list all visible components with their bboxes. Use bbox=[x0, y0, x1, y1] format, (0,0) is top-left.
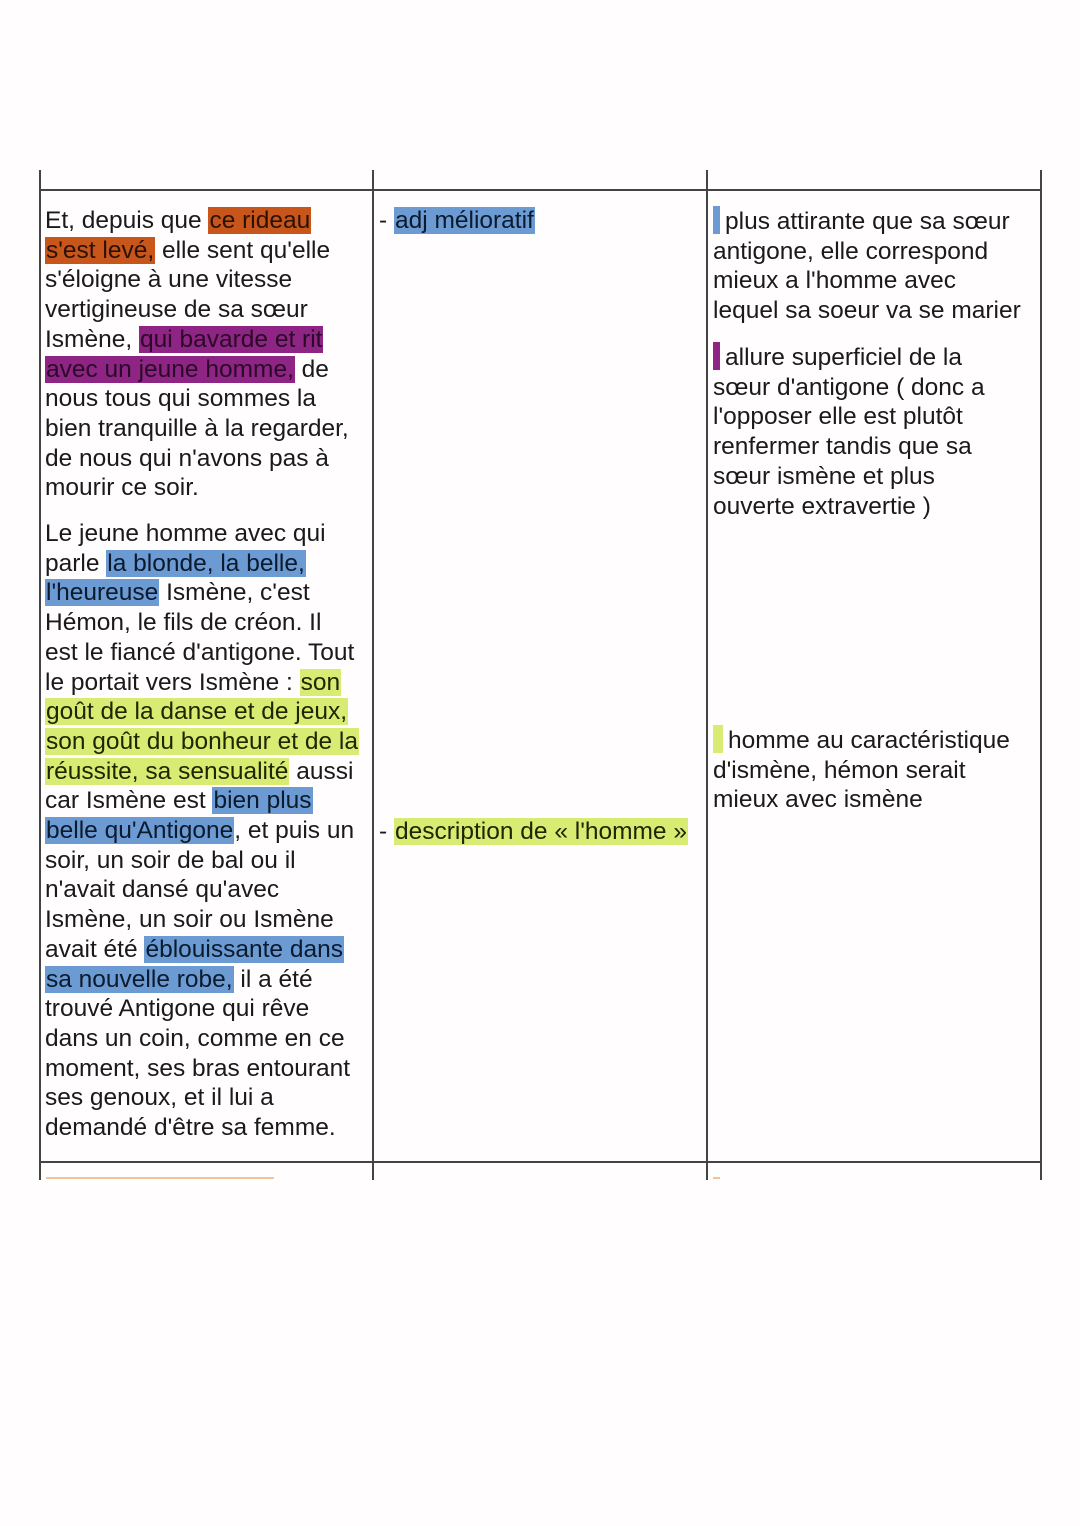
table-border-left bbox=[39, 170, 41, 1180]
interpretation-note-2 bbox=[713, 342, 985, 521]
text: , et puis un bbox=[234, 817, 355, 845]
text: antigone, elle correspond bbox=[713, 237, 989, 265]
lime-marker-icon bbox=[713, 725, 723, 753]
highlight-blue: belle qu'Antigone bbox=[46, 817, 234, 845]
text: est le fiancé d'antigone. Tout bbox=[45, 638, 355, 666]
text: lequel sa soeur va se marier bbox=[713, 297, 1021, 325]
text: Ismène, c'est bbox=[159, 579, 310, 607]
highlight-purple: qui bavarde et rit bbox=[139, 325, 323, 353]
text: l'opposer elle est plutôt bbox=[713, 403, 963, 431]
text: demandé d'être sa femme. bbox=[45, 1114, 336, 1142]
text: de bbox=[294, 355, 329, 383]
dash: - bbox=[379, 207, 394, 234]
text: d'ismène, hémon serait bbox=[713, 756, 966, 784]
text: Et, depuis que bbox=[45, 207, 209, 234]
dash: - bbox=[379, 818, 394, 845]
purple-marker-icon bbox=[713, 342, 720, 370]
text: n'avait dansé qu'avec bbox=[45, 876, 280, 904]
text: moment, ses bras entourant bbox=[45, 1054, 351, 1082]
text: il a été bbox=[233, 965, 313, 993]
table-divider-2 bbox=[706, 170, 708, 1180]
text: soir, un soir de bal ou il bbox=[45, 846, 296, 874]
text: Ismène, bbox=[45, 325, 139, 353]
text: aussi bbox=[289, 757, 354, 785]
highlight-orange: ce rideau bbox=[209, 207, 311, 234]
highlight-lime: goût de la danse et de jeux, bbox=[46, 698, 348, 726]
blue-marker-icon bbox=[713, 206, 720, 234]
text: nous tous qui sommes la bbox=[45, 385, 316, 413]
procede-note-1 bbox=[379, 206, 535, 236]
interpretation-note-3 bbox=[713, 725, 1010, 815]
text: Le jeune homme avec qui bbox=[45, 520, 326, 548]
table-row-bottom bbox=[39, 1161, 1042, 1163]
text: de nous qui n'avons pas à bbox=[45, 444, 329, 472]
highlight-blue: sa nouvelle robe, bbox=[46, 965, 233, 993]
highlight-lime: son goût du bonheur et de la bbox=[46, 727, 358, 755]
highlight-purple: avec un jeune homme, bbox=[46, 355, 294, 383]
highlight-orange: s'est levé, bbox=[46, 236, 155, 264]
text: avait été bbox=[45, 935, 145, 963]
highlight-lime: description de « l'homme » bbox=[394, 818, 687, 845]
excerpt-paragraph-2 bbox=[45, 519, 375, 1143]
text: bien tranquille à la regarder, bbox=[45, 414, 349, 442]
next-row-highlight-stub bbox=[46, 1177, 274, 1179]
text: trouvé Antigone qui rêve bbox=[45, 995, 310, 1023]
highlight-blue: éblouissante dans bbox=[145, 935, 343, 963]
highlight-lime: réussite, sa sensualité bbox=[46, 757, 289, 785]
procede-note-2 bbox=[379, 817, 688, 847]
highlight-blue: adj mélioratif bbox=[394, 207, 534, 234]
text: s'éloigne à une vitesse bbox=[45, 266, 293, 294]
text: car Ismène est bbox=[45, 787, 213, 815]
excerpt-paragraph-1 bbox=[45, 206, 375, 503]
text: le portait vers Ismène : bbox=[45, 668, 300, 696]
highlight-lime: son bbox=[300, 668, 341, 696]
text: Ismène, un soir ou Ismène bbox=[45, 906, 334, 934]
text: allure superficiel de la bbox=[725, 344, 962, 371]
text: Hémon, le fils de créon. Il bbox=[45, 609, 322, 637]
text: homme au caractéristique bbox=[728, 727, 1010, 754]
text: dans un coin, comme en ce bbox=[45, 1024, 345, 1052]
text: mieux a l'homme avec bbox=[713, 267, 956, 295]
text: ouverte extravertie ) bbox=[713, 492, 931, 520]
interpretation-note-1 bbox=[713, 206, 1021, 326]
excerpt-cell bbox=[45, 206, 375, 1159]
text: ses genoux, et il lui a bbox=[45, 1084, 274, 1112]
highlight-blue: bien plus bbox=[213, 787, 312, 815]
highlight-blue: l'heureuse bbox=[46, 579, 159, 607]
text: parle bbox=[45, 549, 107, 577]
text: sœur d'antigone ( donc a bbox=[713, 373, 985, 401]
text: mourir ce soir. bbox=[45, 474, 199, 502]
text: renfermer tandis que sa bbox=[713, 433, 972, 461]
table-border-right bbox=[1040, 170, 1042, 1180]
table-row-top bbox=[39, 189, 1042, 191]
text: elle sent qu'elle bbox=[155, 236, 331, 264]
text: plus attirante que sa sœur bbox=[725, 208, 1010, 235]
text: sœur ismène et plus bbox=[713, 462, 935, 490]
text: mieux avec ismène bbox=[713, 786, 923, 814]
next-row-marker-stub bbox=[713, 1177, 720, 1179]
highlight-blue: la blonde, la belle, bbox=[107, 549, 305, 577]
text: vertigineuse de sa sœur bbox=[45, 296, 308, 324]
